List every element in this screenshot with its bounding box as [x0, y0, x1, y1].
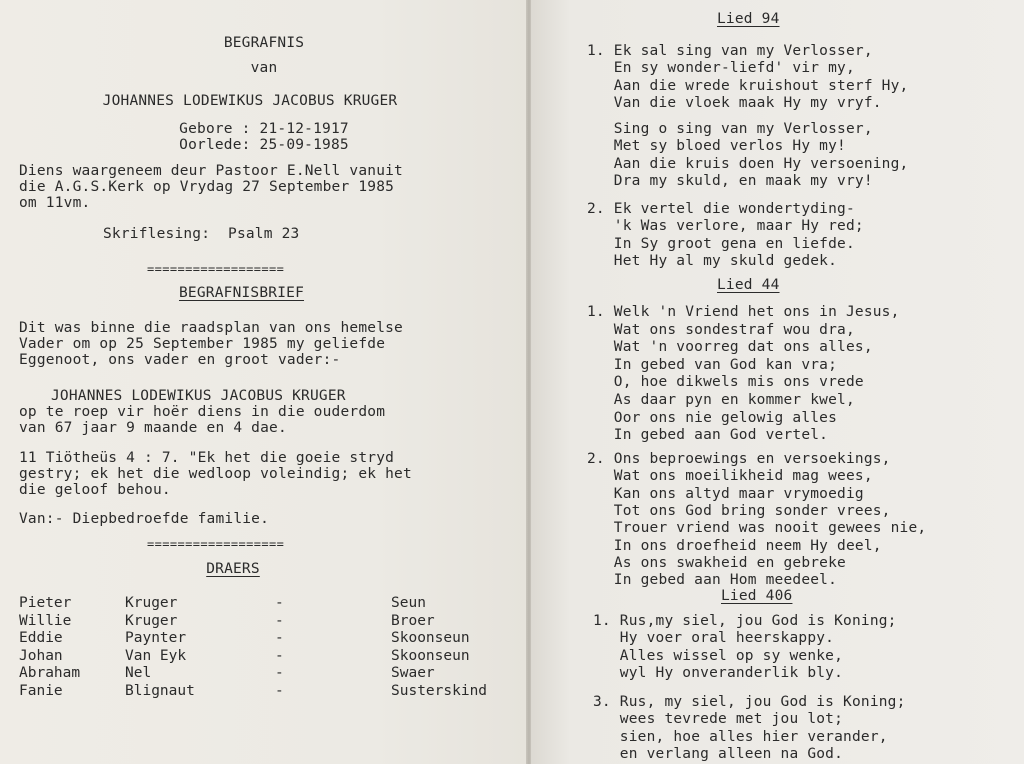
verse-line: Het Hy al my skuld gedek.	[587, 252, 838, 269]
bearer-surname: Kruger	[125, 612, 178, 629]
letter-intro-1: Dit was binne die raadsplan van ons hemelse	[19, 320, 403, 336]
verse-line: As ons swakheid en gebreke	[587, 554, 846, 571]
separator-2: ==================	[147, 537, 285, 551]
letter-calling-2: van 67 jaar 9 maande en 4 dae.	[19, 420, 287, 436]
scripture-reading: Skriflesing: Psalm 23	[103, 226, 300, 242]
bearers-heading: DRAERS	[206, 561, 260, 577]
service-line-2: die A.G.S.Kerk op Vrydag 27 September 1985	[19, 179, 395, 195]
verse-line: 1. Welk 'n Vriend het ons in Jesus,	[587, 304, 900, 320]
verse-line: Wat ons sondestraf wou dra,	[587, 321, 855, 338]
verse-line: In ons droefheid neem Hy deel,	[587, 537, 882, 554]
verse-line: As daar pyn en kommer kwel,	[587, 392, 855, 408]
funeral-title: BEGRAFNIS	[223, 35, 305, 51]
lied44-title: Lied 44	[717, 277, 780, 293]
letter-calling-1: op te roep vir hoër diens in die ouderdom	[19, 404, 386, 420]
separator-1: ==================	[147, 262, 285, 276]
verse-line: In gebed van God kan vra;	[587, 356, 838, 373]
verse-line: Dra my skuld, en maak my vry!	[587, 172, 873, 189]
bearer-surname: Kruger	[125, 595, 178, 611]
death-date: Oorlede: 25-09-1985	[179, 137, 349, 153]
verse-line: Van die vloek maak Hy my vryf.	[587, 94, 882, 111]
verse-line: Oor ons nie gelowig alles	[587, 409, 838, 426]
letter-verse-2: gestry; ek het die wedloop voleindig; ek het	[19, 466, 412, 482]
verse-line: Kan ons altyd maar vrymoedig	[587, 485, 864, 502]
bearer-dash: -	[275, 612, 284, 629]
bearer-first-name: Johan	[19, 647, 63, 664]
verse-line: En sy wonder-liefd' vir my,	[587, 60, 855, 77]
verse-line: In Sy groot gena en liefde.	[587, 235, 855, 252]
bearer-dash: -	[275, 647, 284, 664]
bearer-dash: -	[275, 595, 284, 611]
verse-line: Met sy bloed verlos Hy my!	[587, 138, 846, 155]
lied94-title: Lied 94	[717, 11, 780, 27]
letter-deceased-name: JOHANNES LODEWIKUS JACOBUS KRUGER	[51, 388, 346, 404]
verse-line: 3. Rus, my siel, jou God is Koning;	[593, 694, 906, 710]
bearer-surname: Paynter	[125, 630, 187, 646]
bearer-relation: Skoonseun	[391, 647, 470, 664]
verse-line: Wat 'n voorreg dat ons alles,	[587, 339, 873, 356]
bearer-relation: Skoonseun	[391, 630, 470, 646]
bearer-surname: Blignaut	[125, 682, 195, 699]
verse-line: Hy voer oral heerskappy.	[593, 630, 835, 647]
verse-line: In gebed aan God vertel.	[587, 427, 829, 444]
service-line-1: Diens waargeneem deur Pastoor E.Nell vanuit	[19, 163, 403, 179]
verse-line: Trouer vriend was nooit gewees nie,	[587, 520, 927, 537]
bearer-dash: -	[275, 665, 284, 681]
letter-heading: BEGRAFNISBRIEF	[178, 285, 305, 301]
letter-intro-3: Eggenoot, ons vader en groot vader:-	[19, 352, 341, 368]
verse-line: Wat ons moeilikheid mag wees,	[587, 468, 873, 485]
verse-line: en verlang alleen na God.	[593, 745, 844, 762]
verse-line: 1. Rus,my siel, jou God is Koning;	[593, 613, 897, 629]
funeral-of: van	[250, 60, 278, 76]
verse-line: Tot ons God bring sonder vrees,	[587, 502, 891, 519]
bearer-first-name: Fanie	[19, 682, 63, 699]
verse-line: 1. Ek sal sing van my Verlosser,	[587, 43, 873, 59]
birth-date: Gebore : 21-12-1917	[179, 121, 349, 137]
letter-verse-1: 11 Tiötheüs 4 : 7. "Ek het die goeie stryd	[19, 450, 395, 466]
verse-line: Aan die wrede kruishout sterf Hy,	[587, 77, 909, 94]
bearer-surname: Van Eyk	[125, 647, 187, 664]
bearer-first-name: Pieter	[19, 595, 72, 611]
right-page	[531, 0, 1024, 764]
verse-line: O, hoe dikwels mis ons vrede	[587, 374, 864, 391]
verse-line: In gebed aan Hom meedeel.	[587, 572, 838, 589]
bearer-first-name: Eddie	[19, 630, 63, 646]
lied406-title: Lied 406	[721, 588, 793, 604]
letter-intro-2: Vader om op 25 September 1985 my geliefde	[19, 336, 386, 352]
bearer-first-name: Willie	[19, 612, 72, 629]
verse-line: Sing o sing van my Verlosser,	[587, 121, 873, 137]
bearer-surname: Nel	[125, 665, 152, 681]
service-line-3: om 11vm.	[19, 195, 91, 211]
verse-line: Alles wissel op sy wenke,	[593, 647, 844, 664]
bearer-first-name: Abraham	[19, 665, 81, 681]
bearer-relation: Broer	[391, 612, 435, 629]
verse-line: sien, hoe alles hier verander,	[593, 728, 888, 745]
bearer-relation: Swaer	[391, 665, 435, 681]
letter-verse-3: die geloof behou.	[19, 482, 171, 498]
verse-line: 2. Ons beproewings en versoekings,	[587, 451, 891, 467]
verse-line: 2. Ek vertel die wondertyding-	[587, 201, 855, 217]
bearer-relation: Seun	[391, 595, 426, 611]
verse-line: wyl Hy onveranderlik bly.	[593, 664, 844, 681]
verse-line: Aan die kruis doen Hy versoening,	[587, 155, 909, 172]
letter-signature: Van:- Diepbedroefde familie.	[19, 511, 270, 527]
bearer-dash: -	[275, 630, 284, 646]
verse-line: wees tevrede met jou lot;	[593, 711, 844, 728]
verse-line: 'k Was verlore, maar Hy red;	[587, 218, 864, 235]
deceased-name: JOHANNES LODEWIKUS JACOBUS KRUGER	[102, 93, 398, 109]
bearer-dash: -	[275, 682, 284, 699]
bearer-relation: Susterskind	[391, 682, 488, 699]
